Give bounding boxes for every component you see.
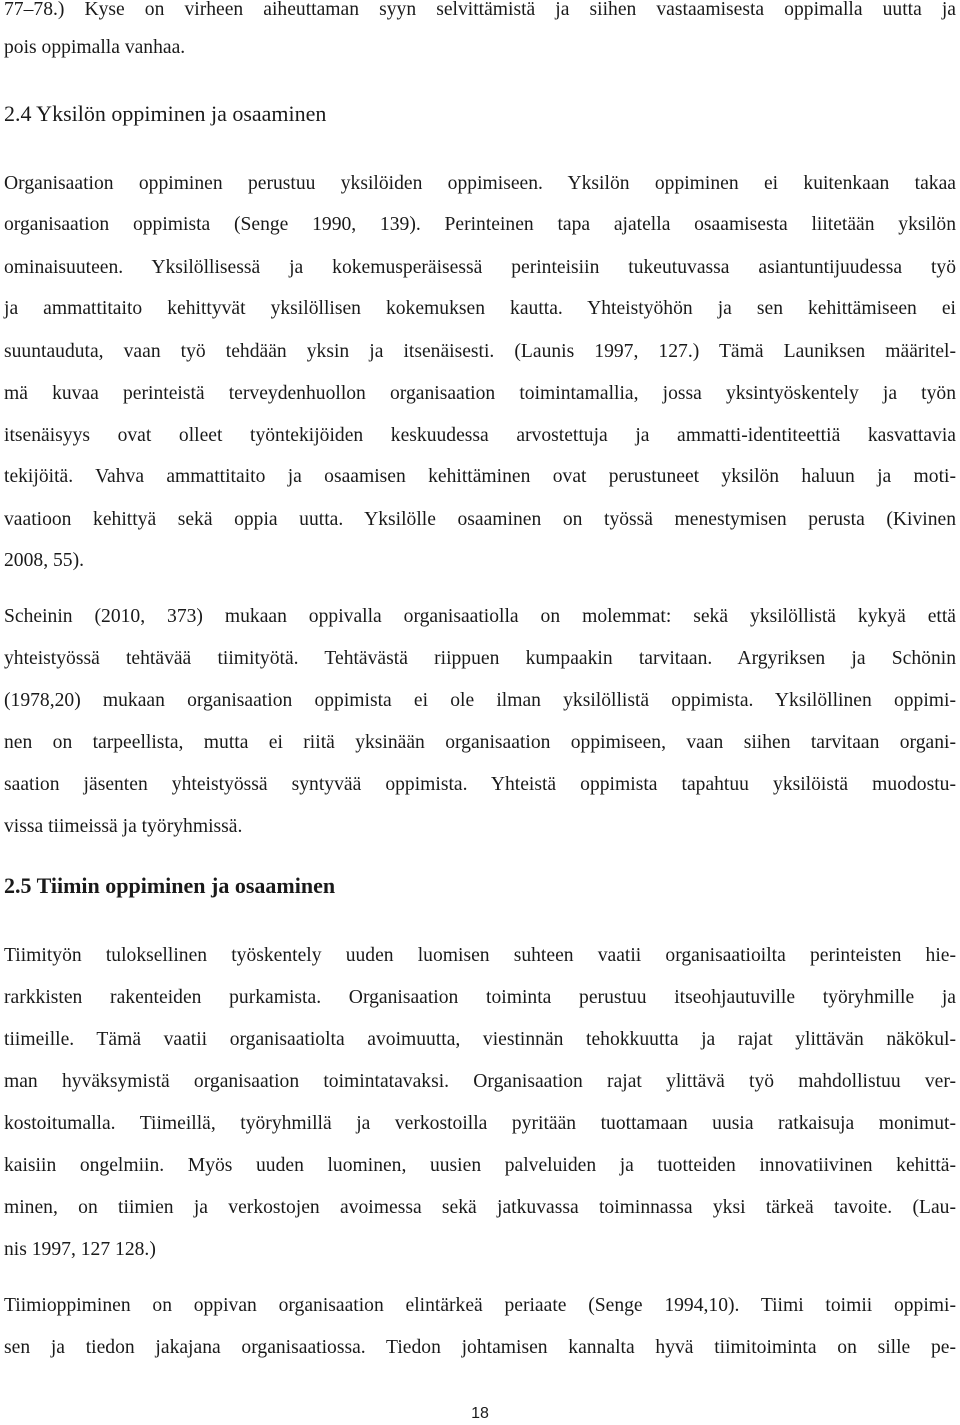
text-line: yhteistyössä tehtävää tiimityötä. Tehtävästä riippuen kumpaakin tarvitaan. Argyriksen ja Schönin: [4, 648, 956, 669]
section-heading: 2.5 Tiimin oppiminen ja osaaminen: [4, 873, 336, 898]
text-line: rarkkisten rakenteiden purkamista. Organisaation toiminta perustuu itseohjautuville työryhmille ja: [4, 987, 956, 1008]
text-line: tekijöitä. Vahva ammattitaito ja osaamisen kehittäminen ovat perustuneet yksilön haluun ja moti-: [4, 466, 956, 487]
text-line: kaisiin ongelmiin. Myös uuden luominen, uusien palveluiden ja tuotteiden innovatiivinen kehittä-: [4, 1155, 956, 1176]
page-number: 18: [471, 1405, 489, 1422]
text-line: Tiimityön tuloksellinen työskentely uuden luomisen suhteen vaatii organisaatioilta perinteisten hie-: [4, 945, 956, 966]
text-line: 2008, 55).: [4, 550, 85, 571]
text-line: sen ja tiedon jakajana organisaatiossa. Tiedon johtamisen kannalta hyvä tiimitoiminta on sille pe-: [4, 1337, 956, 1358]
text-line: nen on tarpeellista, mutta ei riitä yksinään organisaation oppimiseen, vaan siihen tarvitaan organi-: [4, 732, 956, 753]
text-line: kostoitumalla. Tiimeillä, työryhmillä ja verkostoilla pyritään tuottamaan uusia ratkaisuja monimut-: [4, 1113, 956, 1134]
text-line: minen, on tiimien ja verkostojen avoimessa sekä jatkuvassa toiminnassa yksi tärkeä tavoite. (Lau-: [4, 1197, 956, 1218]
text-line: ominaisuuteen. Yksilöllisessä ja kokemusperäisessä perinteisiin tukeutuvassa asiantuntijuudessa työ: [4, 257, 956, 278]
text-line: man hyväksymistä organisaation toimintatavaksi. Organisaation rajat ylittävä työ mahdollistuu ver-: [4, 1071, 956, 1092]
text-line: vissa tiimeissä ja työryhmissä.: [4, 816, 243, 837]
text-line: Tiimioppiminen on oppivan organisaation elintärkeä periaate (Senge 1994,10). Tiimi toimii oppimi-: [4, 1295, 956, 1316]
text-line: itsenäisyys ovat olleet työntekijöiden keskuudessa arvostettuja ja ammatti-identiteettiä kasvattavia: [4, 425, 956, 446]
text-line: (1978,20) mukaan organisaation oppimista ei ole ilman yksilöllistä oppimista. Yksilöllinen oppimi-: [4, 690, 956, 711]
text-line: Organisaation oppiminen perustuu yksilöiden oppimiseen. Yksilön oppiminen ei kuitenkaan takaa: [4, 173, 956, 194]
section-heading: 2.4 Yksilön oppiminen ja osaaminen: [4, 101, 327, 126]
text-line: suuntauduta, vaan työ tehdään yksin ja itsenäisesti. (Launis 1997, 127.) Tämä Launiksen määritel-: [4, 341, 956, 362]
text-line: saation jäsenten yhteistyössä syntyvää oppimista. Yhteistä oppimista tapahtuu yksilöistä muodostu-: [4, 774, 956, 795]
text-line: vaatioon kehittyä sekä oppia uutta. Yksilölle osaaminen on työssä menestymisen perusta (Kivinen: [4, 509, 956, 530]
text-line: pois oppimalla vanhaa.: [4, 37, 186, 58]
text-line: mä kuvaa perinteistä terveydenhuollon organisaation toimintamallia, jossa yksintyöskentely ja työn: [4, 383, 956, 404]
text-line: 77–78.) Kyse on virheen aiheuttaman syyn selvittämistä ja siihen vastaamisesta oppimalla uutta ja: [4, 0, 956, 20]
text-line: nis 1997, 127 128.): [4, 1239, 156, 1260]
text-line: tiimeille. Tämä vaatii organisaatiolta avoimuutta, viestinnän tehokkuutta ja rajat ylittävän näkökul-: [4, 1029, 956, 1050]
text-line: ja ammattitaito kehittyvät yksilöllisen kokemuksen kautta. Yhteistyöhön ja sen kehittämiseen ei: [4, 298, 956, 319]
text-line: Scheinin (2010, 373) mukaan oppivalla organisaatiolla on molemmat: sekä yksilöllistä kykyä että: [4, 606, 956, 627]
text-line: organisaation oppimista (Senge 1990, 139). Perinteinen tapa ajatella osaamisesta liitetään yksilön: [4, 214, 956, 235]
